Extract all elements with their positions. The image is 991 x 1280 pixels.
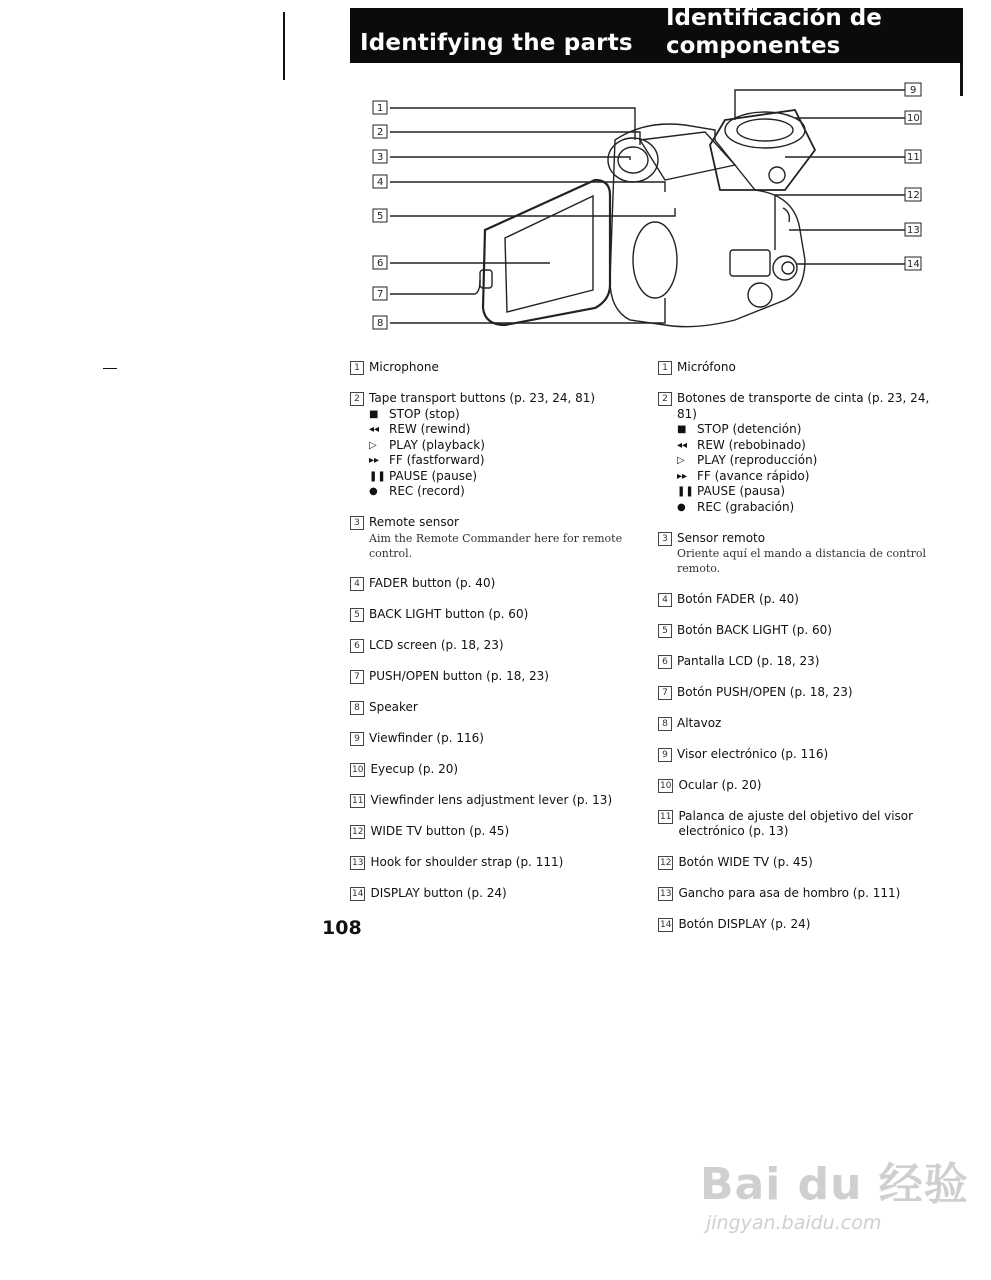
list-item: [350, 700, 640, 716]
item-number: 7: [658, 686, 672, 700]
item-description: Oriente aquí el mando a distancia de control remoto.: [677, 547, 927, 575]
item-label: Sensor remoto: [677, 530, 766, 545]
callout-label: 9: [910, 85, 917, 96]
sub-item-label: PLAY (reproducción): [697, 453, 818, 467]
item-label: Botones de transporte de cinta (p. 23, 24, 81): [677, 391, 930, 421]
item-label: WIDE TV button (p. 45): [370, 824, 510, 838]
sub-item: [677, 422, 933, 438]
control-icon: ◂◂: [677, 439, 688, 451]
sub-item-label: FF (fastforward): [389, 453, 485, 467]
list-item: [350, 669, 640, 685]
list-item: [350, 607, 640, 623]
list-item: [658, 685, 933, 701]
sub-item: [677, 438, 933, 454]
item-number: 3: [658, 532, 672, 546]
sub-item: [369, 453, 640, 469]
list-item: [658, 716, 933, 732]
speaker: [633, 222, 677, 298]
list-item: [658, 391, 933, 515]
item-number: 12: [660, 858, 672, 868]
item-number: 7: [350, 670, 364, 684]
callout-13: [905, 223, 921, 236]
list-item: [350, 638, 640, 654]
list-item: [658, 654, 933, 670]
watermark-url: jingyan.baidu.com: [706, 1212, 882, 1234]
callout-2: [373, 125, 387, 138]
callout-12: [905, 188, 921, 201]
callout-label: 11: [907, 152, 920, 163]
control-icon: ◂◂: [369, 424, 380, 435]
sub-item-label: PLAY (playback): [389, 437, 485, 452]
sub-item: [369, 484, 640, 500]
callout-label: 2: [377, 127, 384, 138]
item-number: 10: [660, 780, 672, 791]
item-label: Viewfinder lens adjustment lever (p. 13): [370, 793, 613, 807]
item-number: 5: [350, 608, 364, 622]
callout-9: [905, 83, 921, 96]
item-number: 10: [352, 765, 364, 775]
title-es-line-1: Identificación de: [666, 5, 882, 31]
sub-item-label: REW (rewind): [389, 422, 471, 436]
item-number: 5: [658, 624, 672, 638]
item-number: 12: [352, 827, 364, 837]
item-label: Eyecup (p. 20): [370, 762, 459, 776]
lcd-screen: [505, 196, 593, 312]
sub-item: [369, 407, 640, 423]
sub-item: [677, 484, 933, 500]
item-number: 11: [352, 796, 364, 806]
control-icon: ▸▸: [369, 455, 380, 466]
item-number: 4: [658, 593, 672, 607]
item-label: Ocular (p. 20): [678, 777, 762, 792]
scan-mark: [103, 368, 117, 369]
callout-1: [373, 101, 387, 114]
callout-label: 10: [907, 113, 920, 124]
callout-6: [373, 256, 387, 269]
item-label: DISPLAY button (p. 24): [370, 886, 507, 900]
callout-label: 14: [907, 259, 920, 270]
control-icon: ●: [677, 501, 686, 513]
parts-list-spanish: [658, 360, 933, 948]
title-es-line-2: componentes: [666, 33, 841, 59]
sub-item-label: REC (record): [389, 484, 465, 498]
item-label: Visor electrónico (p. 116): [677, 746, 829, 761]
list-item: [350, 762, 640, 778]
item-number: 14: [660, 920, 672, 930]
item-number: 14: [352, 889, 364, 899]
list-item: [350, 824, 640, 840]
viewfinder: [710, 110, 815, 190]
page-title-spanish: [666, 4, 882, 60]
item-number: 6: [658, 655, 672, 669]
sub-item-label: PAUSE (pausa): [697, 484, 786, 498]
camcorder-body: [610, 124, 805, 327]
item-label: Hook for shoulder strap (p. 111): [370, 855, 564, 869]
item-number: 8: [350, 701, 364, 715]
item-label: LCD screen (p. 18, 23): [369, 638, 504, 652]
callout-label: 1: [377, 103, 384, 114]
control-icon: ❚❚: [677, 486, 694, 497]
sub-item-label: STOP (stop): [389, 406, 460, 421]
sub-item: [369, 422, 640, 438]
control-icon: ■: [677, 424, 687, 435]
list-item: [350, 576, 640, 592]
item-description: Aim the Remote Commander here for remote control.: [369, 531, 623, 560]
control-icon: ▷: [369, 439, 377, 451]
item-number: 2: [350, 392, 364, 406]
item-label: Botón PUSH/OPEN (p. 18, 23): [677, 684, 853, 699]
callout-label: 8: [377, 318, 384, 329]
callout-11: [905, 150, 921, 163]
control-icon: ▷: [677, 455, 685, 466]
list-item: [658, 809, 933, 840]
list-item: [658, 360, 933, 376]
item-number: 1: [350, 361, 364, 375]
callout-label: 12: [907, 190, 920, 201]
list-item: [350, 391, 640, 500]
item-label: Botón DISPLAY (p. 24): [678, 917, 811, 931]
item-label: FADER button (p. 40): [369, 576, 496, 590]
lcd-panel: [483, 180, 610, 325]
list-item: [658, 917, 933, 933]
item-label: Palanca de ajuste del objetivo del visor electrónico (p. 13): [678, 808, 914, 838]
item-number: 1: [658, 361, 672, 375]
item-label: Tape transport buttons (p. 23, 24, 81): [369, 391, 596, 405]
callout-3: [373, 150, 387, 163]
list-item: [350, 886, 640, 902]
list-item: [350, 731, 640, 747]
control-icon: ❚❚: [369, 470, 386, 482]
item-number: 3: [350, 516, 364, 530]
sub-item-label: PAUSE (pause): [389, 468, 478, 483]
sub-item-label: STOP (detención): [697, 422, 802, 436]
callout-label: 6: [377, 258, 384, 269]
list-item: [658, 778, 933, 794]
lens: [608, 138, 658, 182]
list-item: [350, 855, 640, 871]
sub-item-label: REW (rebobinado): [697, 437, 806, 452]
page-number: 108: [322, 917, 362, 939]
item-number: 9: [658, 748, 672, 762]
sub-item: [677, 500, 933, 516]
callout-label: 5: [377, 211, 384, 222]
list-item: [658, 623, 933, 639]
callout-4: [373, 175, 387, 188]
list-item: [658, 886, 933, 902]
item-label: Microphone: [369, 360, 439, 374]
list-item: [350, 360, 640, 376]
list-item: [350, 793, 640, 809]
callout-10: [905, 111, 921, 124]
list-item: [350, 515, 640, 561]
sub-item: [677, 469, 933, 485]
sub-item: [677, 453, 933, 469]
list-item: [658, 531, 933, 577]
item-label: PUSH/OPEN button (p. 18, 23): [369, 669, 549, 683]
list-item: [658, 592, 933, 608]
list-item: [658, 747, 933, 763]
control-icon: ▸▸: [677, 470, 688, 482]
callout-7: [373, 287, 387, 300]
item-label: Speaker: [369, 700, 418, 714]
callout-label: 7: [377, 289, 384, 300]
item-number: 6: [350, 639, 364, 653]
item-label: Altavoz: [677, 715, 722, 730]
sub-item: [369, 438, 640, 454]
item-number: 13: [660, 889, 672, 899]
camcorder-diagram: [365, 80, 925, 340]
item-label: Viewfinder (p. 116): [369, 731, 484, 745]
sub-item: [369, 469, 640, 485]
callout-14: [905, 257, 921, 270]
callout-label: 13: [907, 225, 920, 236]
item-label: Remote sensor: [369, 515, 459, 529]
item-number: 2: [658, 392, 672, 406]
control-icon: ●: [369, 486, 378, 497]
item-label: Botón WIDE TV (p. 45): [678, 855, 813, 869]
page-title-english: Identifying the parts: [360, 30, 633, 56]
item-label: Micrófono: [677, 360, 736, 374]
scan-mark: [283, 12, 285, 80]
item-label: BACK LIGHT button (p. 60): [369, 607, 529, 621]
item-label: Botón FADER (p. 40): [677, 591, 799, 606]
sub-item-label: REC (grabación): [697, 499, 795, 514]
callout-label: 3: [377, 152, 384, 163]
item-number: 13: [352, 858, 364, 868]
item-label: Pantalla LCD (p. 18, 23): [677, 653, 820, 668]
sub-item-label: FF (avance rápido): [697, 468, 810, 483]
callout-5: [373, 209, 387, 222]
control-icon: ■: [369, 408, 379, 420]
list-item: [658, 855, 933, 871]
parts-list-english: [350, 360, 640, 917]
item-label: Botón BACK LIGHT (p. 60): [677, 622, 832, 637]
item-number: 4: [350, 577, 364, 591]
callout-label: 4: [377, 177, 384, 188]
item-label: Gancho para asa de hombro (p. 111): [678, 886, 901, 900]
item-number: 11: [660, 811, 672, 822]
item-number: 9: [350, 732, 364, 746]
watermark-brand: Bai du 经验: [700, 1159, 969, 1210]
callout-8: [373, 316, 387, 329]
item-number: 8: [658, 717, 672, 731]
